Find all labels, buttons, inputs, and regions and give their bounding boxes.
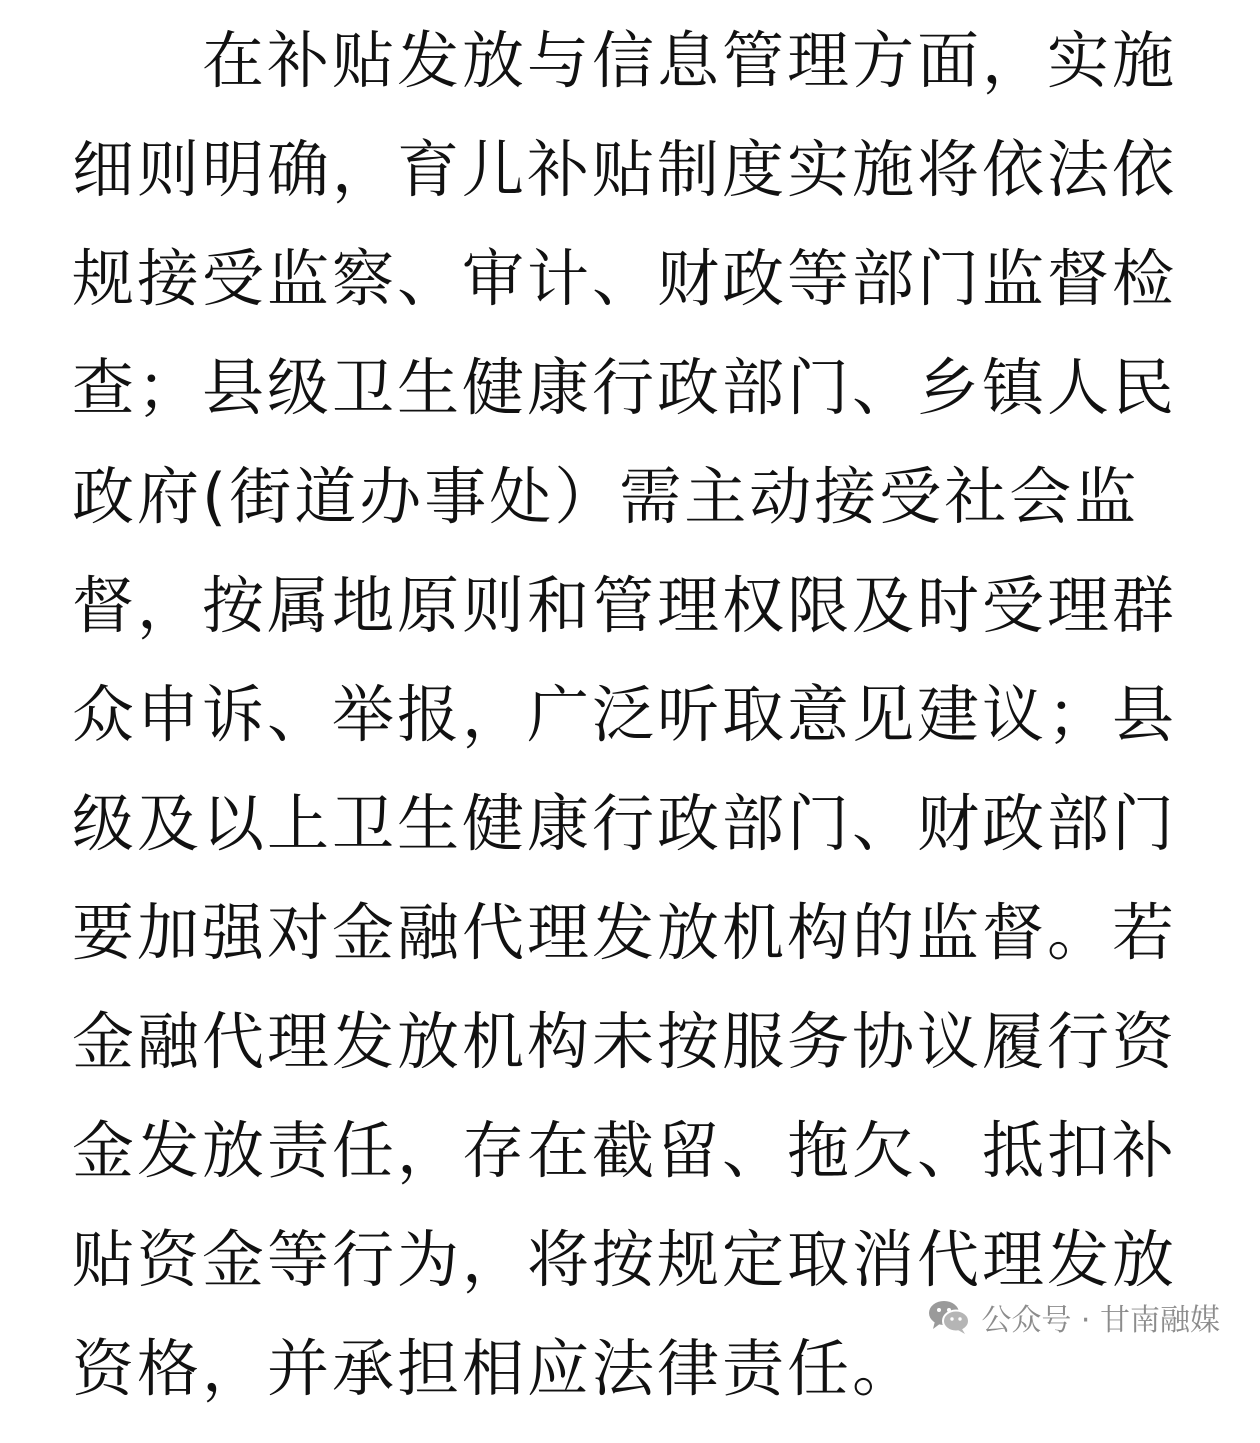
paragraph-line-1: 在补贴发放与信息管理方面，实施 [202, 24, 1178, 97]
paragraph-line-4: 查；县级卫生健康行政部门、乡镇人民 [72, 351, 1178, 424]
wechat-watermark [927, 1295, 1220, 1339]
paragraph-line-12: 贴资金等行为，将按规定取消代理发放 [72, 1223, 1178, 1296]
paragraph-line-2: 细则明确，育儿补贴制度实施将依法依 [72, 133, 1178, 206]
paragraph-line-9: 要加强对金融代理发放机构的监督。若 [72, 896, 1178, 969]
paragraph-line-8: 级及以上卫生健康行政部门、财政部门 [72, 787, 1178, 860]
paragraph-line-7: 众申诉、举报，广泛听取意见建议；县 [72, 678, 1178, 751]
paragraph-line-6: 督，按属地原则和管理权限及时受理群 [72, 569, 1178, 642]
paragraph-line-3: 规接受监察、审计、财政等部门监督检 [72, 242, 1178, 315]
paragraph-line-13: 资格，并承担相应法律责任。 [72, 1332, 918, 1405]
paragraph-line-10: 金融代理发放机构未按服务协议履行资 [72, 1005, 1178, 1078]
wechat-icon [927, 1299, 971, 1335]
watermark-text: 公众号 · 甘南融媒 [981, 1303, 1220, 1338]
paragraph-line-11: 金发放责任，存在截留、拖欠、抵扣补 [72, 1114, 1178, 1187]
paragraph-line-5: 政府(街道办事处）需主动接受社会监 [72, 460, 1140, 533]
article-body [72, 26, 1188, 1443]
